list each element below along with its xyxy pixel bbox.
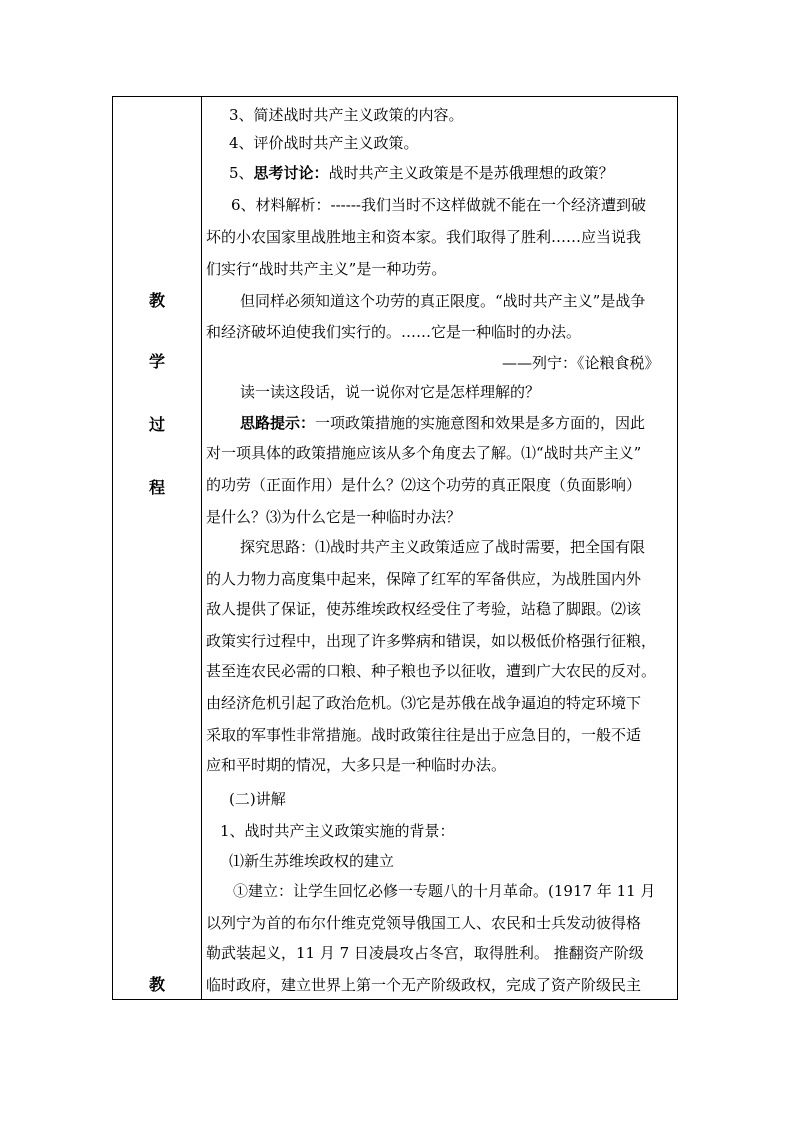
text-line (229, 789, 286, 809)
text-run: 们实行“战时共产主义”是一种功劳。 (206, 260, 447, 278)
text-run: 对一项具体的政策措施应该从多个角度去了解。⑴“战时共产主义” (206, 444, 642, 462)
text-run: 5、 (229, 164, 254, 182)
text-line (206, 227, 641, 247)
text-line (206, 943, 644, 963)
text-line (206, 661, 656, 681)
text-run: 读一读这段话，说一说你对它是怎样理解的？ (240, 383, 541, 401)
text-run: 的功劳（正面作用）是什么？⑵这个功劳的真正限度（负面影响） (206, 476, 642, 494)
text-run: 一项政策措施的实施意图和效果是多方面的，因此 (315, 414, 646, 432)
text-run: 战时共产主义政策是不是苏俄理想的政策？ (328, 164, 614, 182)
text-run: 敌人提供了保证，使苏维埃政权经受住了考验，站稳了脚跟。⑵该 (206, 600, 642, 618)
text-run: 3、简述战时共产主义政策的内容。 (229, 106, 464, 124)
text-line (231, 195, 646, 215)
text-line (229, 133, 419, 153)
text-run: 的人力物力高度集中起来，保障了红军的军备供应，为战胜国内外 (206, 570, 642, 588)
text-line (220, 821, 455, 841)
text-line (240, 291, 645, 311)
text-line (206, 507, 461, 527)
text-line (240, 537, 645, 557)
text-run: ⑴新生苏维埃政权的建立 (229, 852, 395, 870)
text-line (206, 475, 641, 495)
side-label: 过 (148, 415, 165, 434)
text-line (206, 631, 656, 651)
text-line (240, 413, 645, 433)
text-line (206, 975, 641, 995)
text-run: (二)讲解 (229, 790, 286, 808)
column-divider (201, 97, 202, 999)
text-line (206, 693, 641, 713)
text-run: 应和平时期的情况，大多只是一种临时办法。 (206, 756, 507, 774)
text-run: 探究思路：⑴战时共产主义政策适应了战时需要，把全国有限 (240, 538, 646, 556)
text-line (502, 353, 660, 373)
bold-text: 思路提示： (240, 414, 316, 432)
text-run: 临时政府，建立世界上第一个无产阶级政权，完成了资产阶级民主 (206, 976, 642, 994)
text-line (206, 259, 446, 279)
text-run: 坏的小农国家里战胜地主和资本家。我们取得了胜利……应当说我 (206, 228, 642, 246)
text-line (206, 725, 641, 745)
text-line (206, 443, 641, 463)
text-line (229, 163, 614, 183)
text-run: ①建立：让学生回忆必修一专题八的十月革命。(1917 年 11 月 (233, 882, 656, 900)
text-line (229, 105, 464, 125)
side-label: 学 (148, 352, 165, 371)
text-run: 政策实行过程中，出现了许多弊病和错误，如以极低价格强行征粮， (206, 632, 657, 650)
text-run: 和经济破坏迫使我们实行的。……它是一种临时的办法。 (206, 323, 582, 341)
text-run: 由经济危机引起了政治危机。⑶它是苏俄在战争逼迫的特定环境下 (206, 694, 642, 712)
text-line (229, 851, 394, 871)
text-line (206, 755, 506, 775)
text-run: ——列宁：《论粮食税》 (502, 354, 660, 372)
text-run: 是什么？⑶为什么它是一种临时办法？ (206, 508, 462, 526)
text-run: 以列宁为首的布尔什维克党领导俄国工人、农民和士兵发动彼得格 (206, 914, 642, 932)
side-label: 程 (148, 478, 165, 497)
text-run: 6、材料解析：------我们当时不这样做就不能在一个经济遭到破 (231, 196, 646, 214)
text-line (206, 322, 581, 342)
bold-text: 思考讨论： (253, 164, 329, 182)
text-run: 但同样必须知道这个功劳的真正限度。“战时共产主义”是战争 (240, 292, 646, 310)
text-run: 采取的军事性非常措施。战时政策往往是出于应急目的，一般不适 (206, 726, 642, 744)
side-label: 教 (148, 975, 165, 994)
text-line (206, 913, 641, 933)
text-run: 1、战时共产主义政策实施的背景： (220, 822, 455, 840)
text-run: 勒武装起义，11 月 7 日凌晨攻占冬宫，取得胜利。 推翻资产阶级 (206, 944, 644, 962)
text-line (233, 881, 655, 901)
text-run: 甚至连农民必需的口粮、种子粮也予以征收，遭到广大农民的反对。 (206, 662, 657, 680)
text-run: 4、评价战时共产主义政策。 (229, 134, 419, 152)
text-line (206, 599, 641, 619)
text-line (206, 569, 641, 589)
lesson-table (112, 96, 678, 1000)
text-line (240, 382, 540, 402)
side-label: 教 (148, 291, 165, 310)
